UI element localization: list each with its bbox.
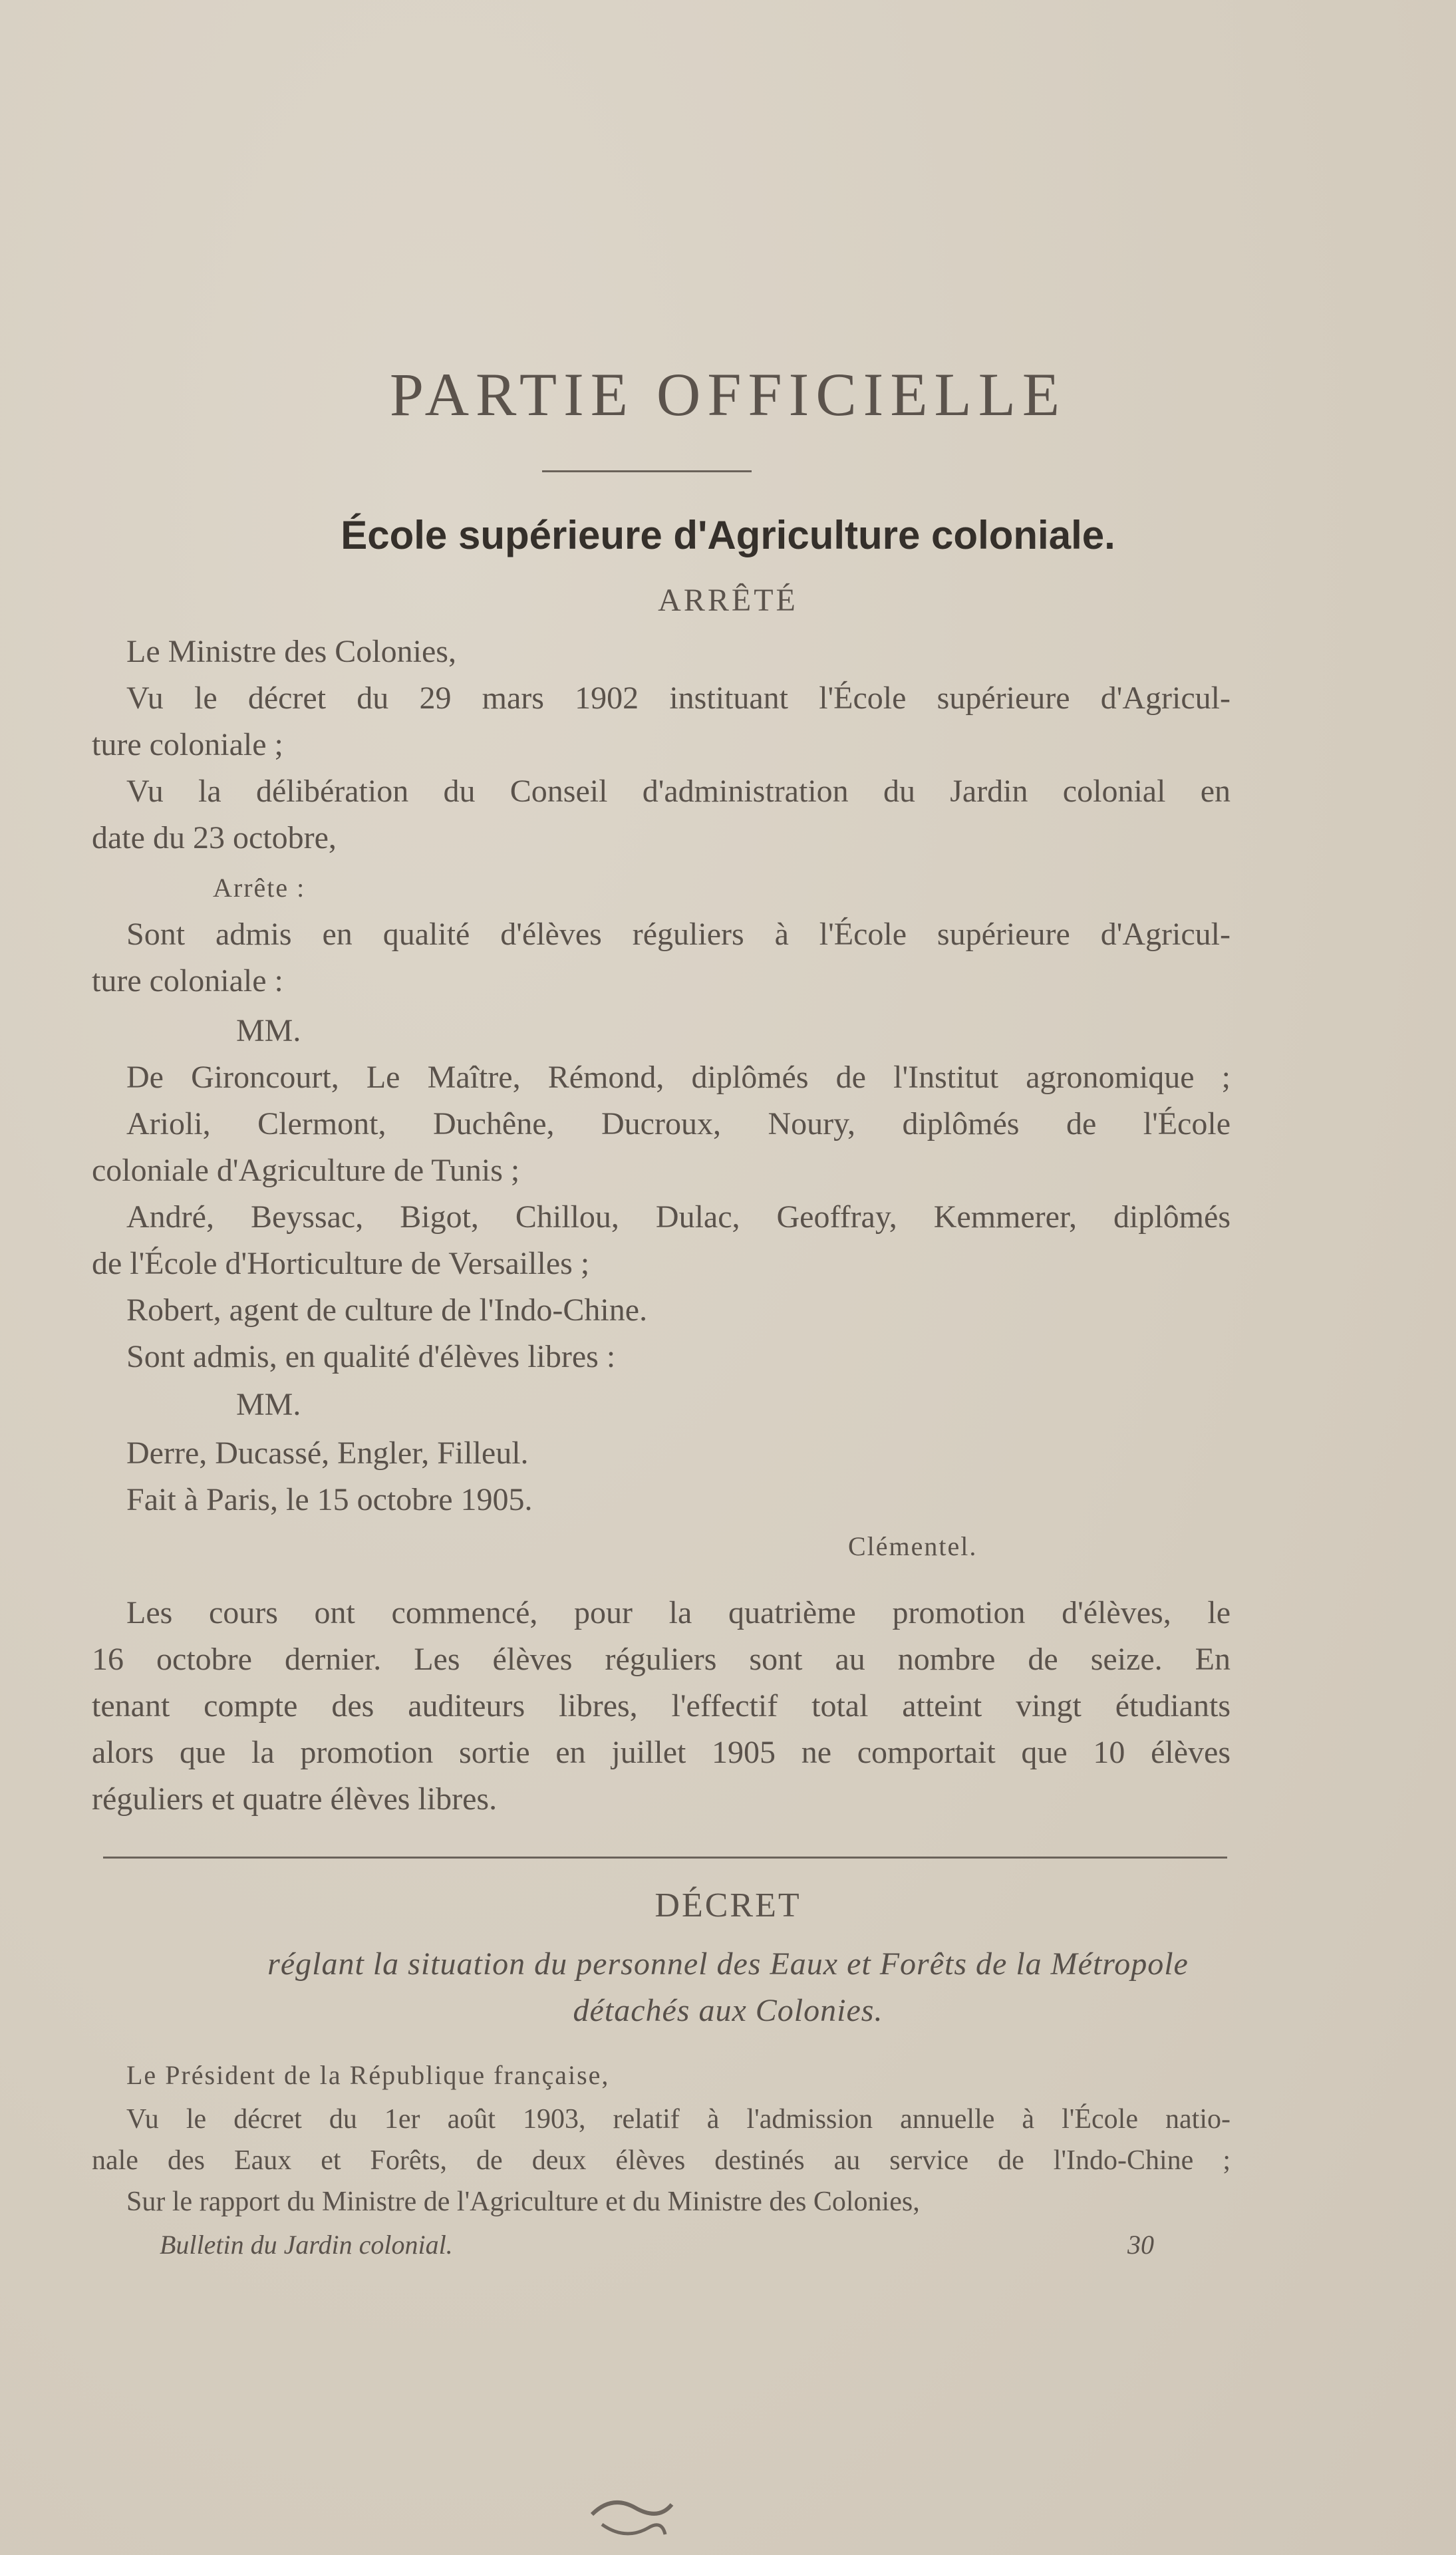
decret-subtitle: réglant la situation du personnel des Eaux et Forêts de la Métropole [267, 1946, 1189, 1982]
section-divider [103, 1857, 1227, 1859]
arrete-line: MM. [236, 1387, 301, 1422]
arrete-line: Fait à Paris, le 15 octobre 1905. [126, 1482, 533, 1517]
title-divider [542, 470, 752, 472]
signature-name: Clémentel. [848, 1531, 978, 1561]
note-line: tenant compte des auditeurs libres, l'effectif total atteint vingt étudiants [92, 1688, 1231, 1724]
arrete-line: Sont admis, en qualité d'élèves libres : [126, 1339, 616, 1374]
arrete-line: coloniale d'Agriculture de Tunis ; [92, 1153, 520, 1188]
note-line: réguliers et quatre élèves libres. [92, 1781, 498, 1817]
journal-name: Bulletin du Jardin colonial. [160, 2230, 453, 2260]
decret-subtitle: détachés aux Colonies. [573, 1993, 883, 2028]
note-line: Les cours ont commencé, pour la quatrième promotion d'élèves, le [126, 1595, 1231, 1630]
arrete-line: Le Ministre des Colonies, [126, 634, 456, 669]
decret-line: Le Président de la République française, [126, 2060, 610, 2090]
arrete-line: André, Beyssac, Bigot, Chillou, Dulac, Geoffray, Kemmerer, diplômés [126, 1199, 1231, 1235]
note-line: alors que la promotion sortie en juillet 1905 ne comportait que 10 élèves [92, 1735, 1231, 1770]
decret-line: nale des Eaux et Forêts, de deux élèves destinés au service de l'Indo-Chine ; [92, 2145, 1231, 2176]
arrete-line: date du 23 octobre, [92, 820, 337, 855]
ornament-icon [585, 2488, 678, 2548]
arrete-line: Vu le décret du 29 mars 1902 instituant l'École supérieure d'Agricul- [126, 680, 1231, 716]
arrete-line: Derre, Ducassé, Engler, Filleul. [126, 1435, 529, 1471]
arrete-line: Robert, agent de culture de l'Indo-Chine. [126, 1292, 648, 1328]
arrete-line: de l'École d'Horticulture de Versailles ; [92, 1246, 590, 1281]
arrete-line: ture coloniale ; [92, 727, 283, 762]
decret-line: Vu le décret du 1er août 1903, relatif à l'admission annuelle à l'École natio- [126, 2104, 1231, 2135]
note-line: 16 octobre dernier. Les élèves réguliers sont au nombre de seize. En [92, 1642, 1231, 1677]
section-heading: École supérieure d'Agriculture coloniale. [341, 513, 1115, 557]
arrete-line: MM. [236, 1013, 301, 1048]
arrete-line: Arioli, Clermont, Duchêne, Ducroux, Noury, diplômés de l'École [126, 1106, 1231, 1141]
decret-heading: DÉCRET [655, 1886, 801, 1924]
page-title: PARTIE OFFICIELLE [389, 361, 1067, 428]
arrete-line: Sont admis en qualité d'élèves réguliers à l'École supérieure d'Agricul- [126, 917, 1231, 952]
arrete-line: Arrête : [213, 873, 306, 903]
arrete-line: Vu la délibération du Conseil d'administration du Jardin colonial en [126, 774, 1231, 809]
arrete-line: ture coloniale : [92, 963, 283, 998]
decret-line: Sur le rapport du Ministre de l'Agriculture et du Ministre des Colonies, [126, 2186, 920, 2217]
page-number: 30 [1127, 2230, 1154, 2260]
arrete-line: De Gironcourt, Le Maître, Rémond, diplômés de l'Institut agronomique ; [126, 1060, 1231, 1095]
arrete-heading: ARRÊTÉ [658, 583, 798, 618]
